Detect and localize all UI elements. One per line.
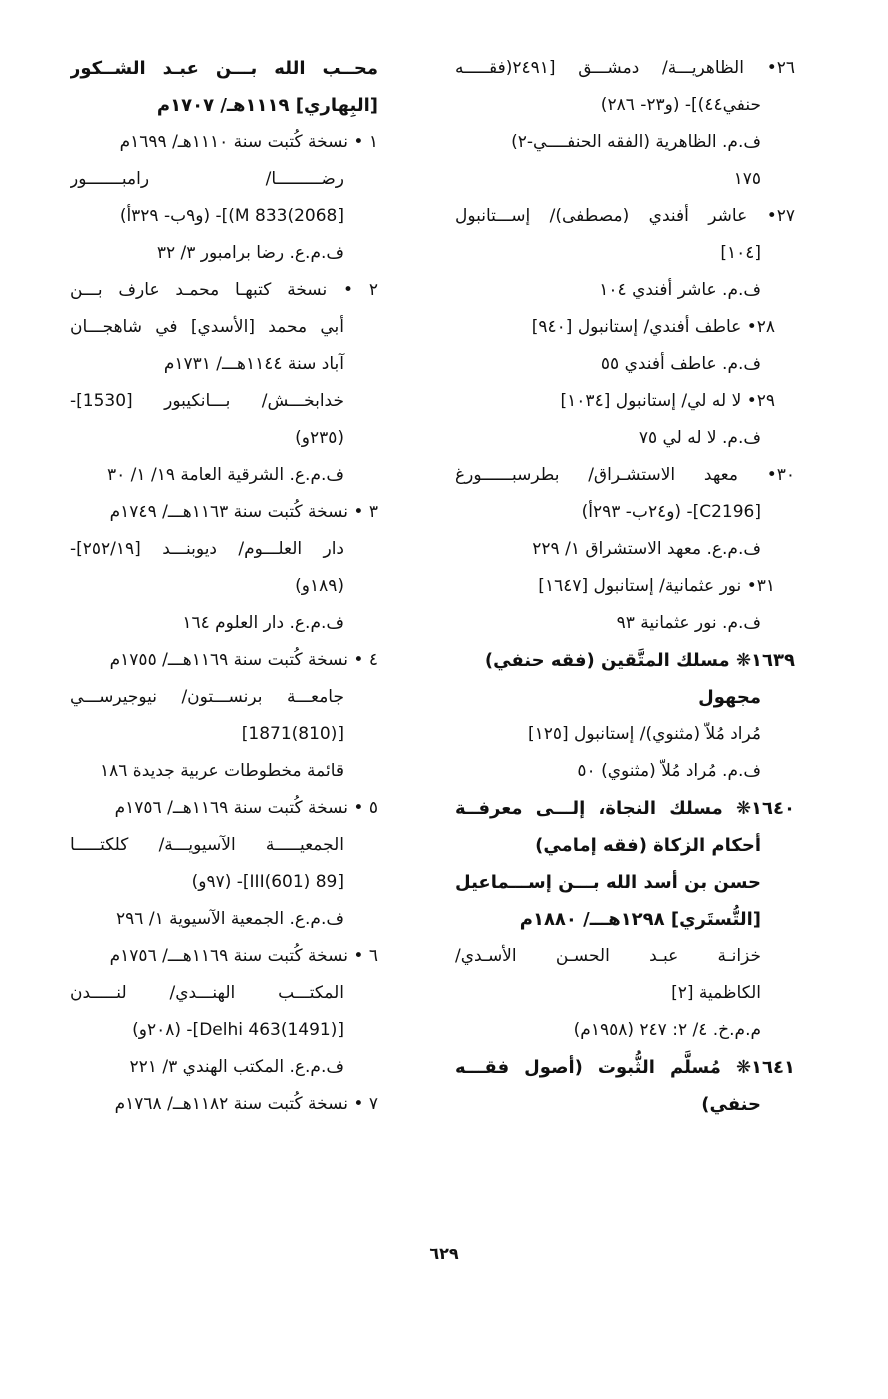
- right-column-line: ف.م.ع. معهد الاستشراق ١/ ٢٢٩: [532, 539, 761, 559]
- left-column-line: ف.م.ع. الجمعية الآسيوية ١/ ٢٩٦: [116, 909, 344, 929]
- right-column-line: ٢٦• الظاهريـــة/ دمشـــق [٢٤٩١(فقـــــه: [455, 58, 795, 78]
- right-column-line: ف.م. عاشر أفندي ١٠٤: [599, 280, 761, 300]
- left-column-line: [2068)833 M)]- (و٩ب- ٣٢٩أ): [119, 206, 344, 226]
- left-column-line: [(810)1871]: [241, 724, 344, 744]
- right-column-line: ٢٨• عاطف أفندي/ إستانبول [٩٤٠]: [531, 317, 775, 337]
- right-column-line: ف.م. لا له لي ٧٥: [638, 428, 761, 448]
- left-column-line: محــب الله بـــن عبـد الشــكور: [70, 58, 378, 79]
- right-column-line: الكاظمية [٢]: [671, 983, 761, 1003]
- left-column-line: ٤ • نسخة كُتبت سنة ١١٦٩هـــ/ ١٧٥٥م: [109, 650, 378, 670]
- left-column-line: (١٨٩و): [295, 576, 344, 596]
- left-column-line: المكتـــب الهنـــدي/ لنـــــدن: [70, 983, 344, 1003]
- right-column-line: ٣١• نور عثمانية/ إستانبول [١٦٤٧]: [538, 576, 775, 596]
- right-column-line: أحكام الزكاة (فقه إمامي): [535, 835, 761, 856]
- left-column-line: ف.م.ع. الشرقية العامة ١٩/ ١/ ٣٠: [107, 465, 344, 485]
- left-column-line: ٣ • نسخة كُتبت سنة ١١٦٣هـــ/ ١٧٤٩م: [109, 502, 378, 522]
- right-column-line: م.م.خ. ٤/ ٢: ٢٤٧ (١٩٥٨م): [573, 1020, 761, 1040]
- left-column-line: دار العلـــوم/ ديوبنـــد [٢٥٢/١٩]-: [70, 539, 344, 559]
- right-column-line: خزانـة عبـد الحسـن الأسـدي/: [455, 946, 761, 966]
- right-column-line: حسن بن أسد الله بـــن إســـماعيل: [455, 872, 761, 893]
- left-column-line: جامعـــة برنســـتون/ نيوجيرســـي: [70, 687, 344, 707]
- page-number: ٦٢٩: [429, 1244, 459, 1263]
- left-column-line: الجمعيـــــة الآسيويـــة/ كلكتـــــا: [70, 835, 344, 855]
- right-column-line: مُراد مُلاّ (مثنوي)/ إستانبول [١٢٥]: [527, 724, 761, 744]
- left-column-line: ٢ • نسخة كتبهـا محمـد عارف بـــن: [70, 280, 378, 300]
- right-column-line: ٢٩• لا له لي/ إستانبول [١٠٣٤]: [560, 391, 775, 411]
- left-column-line: خدابخـــش/ بـــانكيبور [1530]-: [70, 391, 344, 411]
- right-column-line: حنفي٤٤)]- (و٢٣- ٢٨٦): [600, 95, 761, 115]
- left-column-line: [البِهاري] ١١١٩هـ/ ١٧٠٧م: [156, 95, 378, 116]
- left-column-line: أبي محمد [الأسدي] في شاهجـــان: [70, 317, 344, 337]
- right-column-line: ١٦٣٩❋ مسلك المتَّقين (فقه حنفي): [484, 650, 795, 671]
- left-column-line: (٢٣٥و): [295, 428, 344, 448]
- right-column-line: ف.م. مُراد مُلاّ (مثنوي) ٥٠: [577, 761, 761, 781]
- left-column-line: رضـــــــــا/ رامبـــــــور: [70, 169, 344, 189]
- left-column-line: قائمة مخطوطات عربية جديدة ١٨٦: [99, 761, 344, 781]
- right-column-line: [١٠٤]: [720, 243, 761, 263]
- right-column-line: ف.م. عاطف أفندي ٥٥: [600, 354, 761, 374]
- right-column-line: [التُّستَري] ١٢٩٨هـــ/ ١٨٨٠م: [519, 909, 761, 930]
- left-column-line: ١ • نسخة كُتبت سنة ١١١٠هـ/ ١٦٩٩م: [119, 132, 378, 152]
- right-column-line: ١٧٥: [733, 169, 761, 189]
- left-column-line: ف.م.ع. رضا برامبور ٣/ ٣٢: [156, 243, 344, 263]
- left-column-line: ٥ • نسخة كُتبت سنة ١١٦٩هــ/ ١٧٥٦م: [114, 798, 378, 818]
- right-column-line: ٢٧• عاشر أفندي (مصطفى)/ إســـتانبول: [455, 206, 795, 226]
- right-column-line: ف.م. نور عثمانية ٩٣: [616, 613, 761, 633]
- right-column-line: [C2196]- (و٢٤ب- ٢٩٣أ): [581, 502, 761, 522]
- right-column: [455, 50, 795, 1123]
- right-column-line: حنفي): [701, 1094, 761, 1115]
- left-column-line: آباد سنة ١١٤٤هـــ/ ١٧٣١م: [163, 354, 344, 374]
- right-column-line: ١٦٤١❋ مُسلَّم الثُّبوت (أصول فقـــه: [455, 1057, 795, 1078]
- right-column-line: ٣٠• معهد الاستشـراق/ بطرسبــــــورغ: [455, 465, 795, 485]
- left-column-line: [Delhi 463(1491)]- (٢٠٨و): [132, 1020, 344, 1040]
- right-column-line: مجهول: [698, 687, 761, 708]
- left-column-line: ٦ • نسخة كُتبت سنة ١١٦٩هـــ/ ١٧٥٦م: [109, 946, 378, 966]
- left-column-line: [89 III(601)]- (٩٧و): [191, 872, 344, 892]
- left-column-line: ف.م.ع. دار العلوم ١٦٤: [182, 613, 344, 633]
- right-column-line: ف.م. الظاهرية (الفقه الحنفــــي-٢): [511, 132, 761, 152]
- right-column-line: ١٦٤٠❋ مسلك النجاة، إلـــى معرفــة: [455, 798, 795, 819]
- left-column-line: ف.م.ع. المكتب الهندي ٣/ ٢٢١: [129, 1057, 344, 1077]
- left-column: [70, 50, 378, 1123]
- left-column-line: ٧ • نسخة كُتبت سنة ١١٨٢هــ/ ١٧٦٨م: [114, 1094, 378, 1114]
